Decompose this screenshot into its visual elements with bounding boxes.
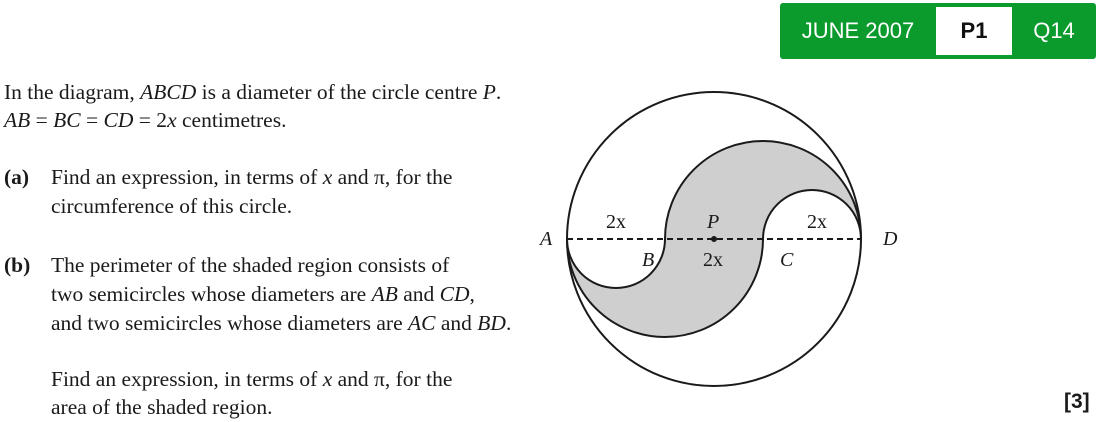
part-b-line-1: The perimeter of the shaded region consists of <box>51 253 450 277</box>
exam-session: JUNE 2007 <box>801 18 915 43</box>
centre-point-P <box>711 236 717 242</box>
label-D: D <box>883 228 898 250</box>
question-number: Q14 <box>1033 18 1075 43</box>
part-a-line-2: circumference of this circle. <box>51 194 293 218</box>
length-AB: 2x <box>606 211 626 233</box>
part-b-label: (b) <box>4 253 31 277</box>
part-a-label: (a) <box>4 165 30 189</box>
part-b-line-3: and two semicircles whose diameters are AC and BD. <box>51 311 512 335</box>
length-BC: 2x <box>703 249 723 271</box>
part-b-line-4: Find an expression, in terms of x and π, for the <box>51 367 453 391</box>
part-a-line-1: Find an expression, in terms of x and π, for the <box>51 165 453 189</box>
intro-line-1: In the diagram, ABCD is a diameter of the circle centre P. <box>4 80 502 104</box>
intro-line-2: AB = BC = CD = 2x centimetres. <box>4 108 287 132</box>
label-A: A <box>540 228 553 250</box>
part-b-line-5: area of the shaded region. <box>51 395 273 419</box>
paper-number: P1 <box>936 7 1012 55</box>
label-B: B <box>642 249 655 271</box>
label-C: C <box>780 249 794 271</box>
label-P: P <box>707 211 720 233</box>
length-CD: 2x <box>807 211 827 233</box>
part-b-line-2: two semicircles whose diameters are AB and CD, <box>51 282 475 306</box>
marks-indicator: [3] <box>1064 390 1090 413</box>
